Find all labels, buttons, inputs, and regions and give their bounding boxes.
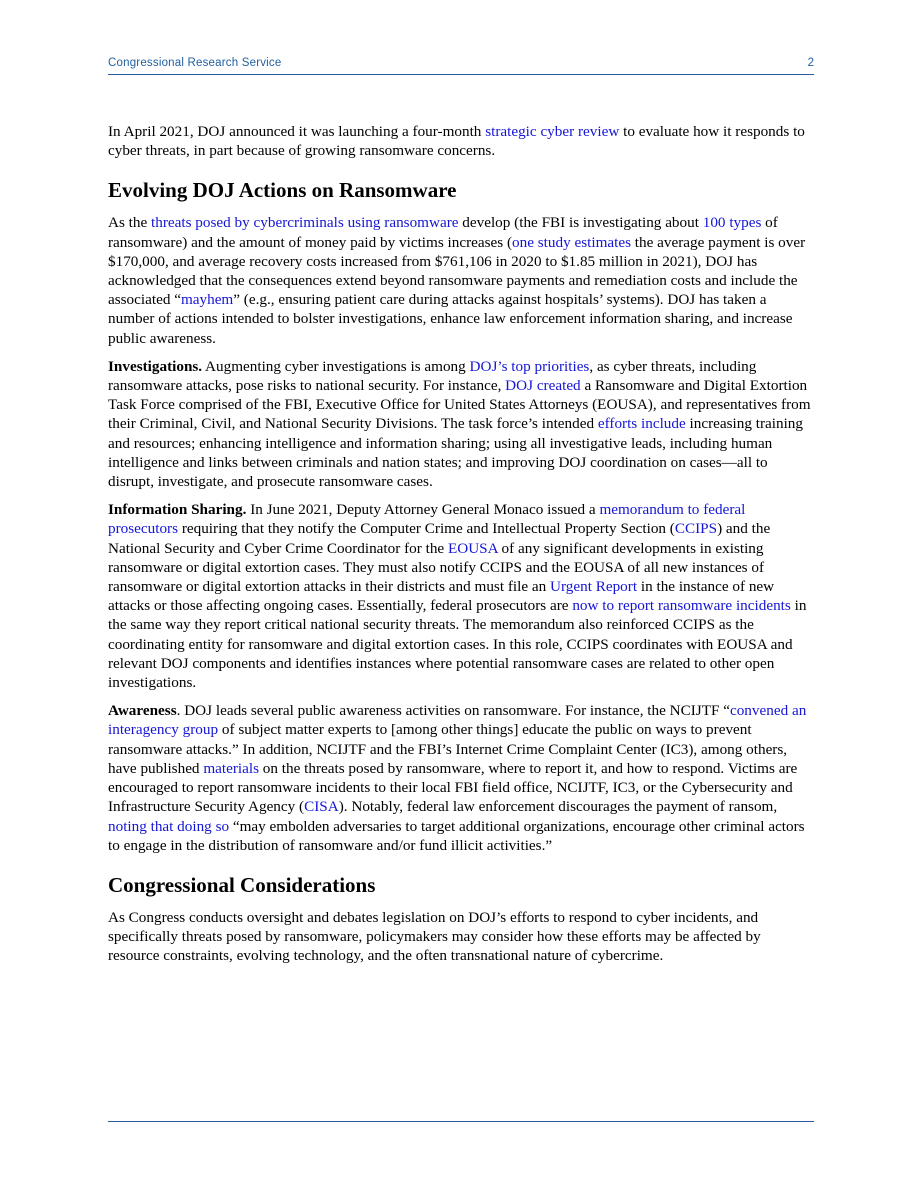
link-threats-ransomware[interactable]: threats posed by cybercriminals using ransomware <box>151 214 459 232</box>
text-run: ) and the National Security and Cyber Crime Coordinator for the <box>108 520 771 557</box>
text-run: a Ransomware and Digital Extortion Task Force comprised of the FBI, Executive Office for United States Attorneys (EOUSA), and representatives from their Criminal, Civil, and National Security Divisions. The task force’s intended <box>108 377 811 433</box>
text-run: develop (the FBI is investigating about <box>458 214 703 232</box>
lead-investigations: Investigations. <box>108 357 203 375</box>
text-run: ). Notably, federal law enforcement discourages the payment of ransom, <box>338 798 778 816</box>
text-run: As the <box>108 214 152 232</box>
text-run: in the same way they report critical national security threats. The memorandum also reinforced CCIPS as the coordinating entity for ransomware and digital extortion cases. In this role, CCIPS coordinates with EOUSA and relevant DOJ components and identifies instances where potential ransomware cases are related to other open investigations. <box>108 597 807 692</box>
link-100-types[interactable]: 100 types <box>702 214 762 232</box>
text-run: on the threats posed by ransomware, where to report it, and how to respond. Victims are encouraged to report ransomware incidents to their local FBI field office, NCIJTF, IC3, or the Cybersecurity and Infrastructure Security Agency ( <box>108 759 798 816</box>
link-eousa[interactable]: EOUSA <box>447 539 498 557</box>
link-strategic-cyber-review[interactable]: strategic cyber review <box>485 123 620 140</box>
paragraph-congressional-considerations: As Congress conducts oversight and debates legislation on DOJ’s efforts to respond to cyber incidents, and specifically threats posed by ransomware, policymakers may consider how these efforts may be affected by resource constraints, evolving technology, and the often transnational nature of cybercrime. <box>108 908 761 965</box>
link-doj-top-priorities[interactable]: DOJ’s top priorities <box>469 357 590 375</box>
text-run: to evaluate how it responds to cyber threats, in part because of growing ransomware concerns. <box>108 123 805 160</box>
page-header <box>108 57 814 75</box>
document-body <box>108 122 814 975</box>
text-run: increasing training and resources; enhancing intelligence and information sharing; using all investigative leads, including human intelligence and links between criminals and nation states; and improving DOJ coordination on cases—all to disrupt, investigate, and prosecute ransomware cases. <box>108 415 803 491</box>
intro-paragraph <box>108 122 814 160</box>
header-title: Congressional Research Service <box>108 57 282 69</box>
link-urgent-report[interactable]: Urgent Report <box>550 578 638 596</box>
link-mayhem[interactable]: mayhem <box>180 291 234 309</box>
text-run: in the instance of new attacks or those affecting ongoing cases. Essentially, federal prosecutors are <box>108 578 775 615</box>
link-doj-created[interactable]: DOJ created <box>505 377 581 395</box>
text-run: In April 2021, DOJ announced it was launching a four-month <box>108 123 486 140</box>
text-run: Augmenting cyber investigations is among <box>202 357 470 375</box>
text-run: of any significant developments in existing ransomware or digital extortion cases. They must also notify CCIPS and the EOUSA of all new instances of ransomware or digital extortion attacks in their districts and must file an <box>108 539 765 596</box>
text-run: ” (e.g., ensuring patient care during attacks against hospitals’ systems). DOJ has taken a number of actions intended to bolster investigations, enhance law enforcement information sharing, and increase public awareness. <box>108 291 793 347</box>
text-run: the average payment is over $170,000, and average recovery costs increased from $761,106 in 2020 to $1.85 million in 2021), DOJ has acknowledged that the consequences extend beyond ransomware payments and remediation costs and include the associated “ <box>108 233 806 309</box>
link-interagency-group[interactable]: convened an interagency group <box>108 702 807 739</box>
link-cisa[interactable]: CISA <box>304 798 339 816</box>
paragraph-overview <box>108 213 814 347</box>
text-run: In June 2021, Deputy Attorney General Monaco issued a <box>246 501 600 519</box>
paragraph-awareness <box>108 701 814 855</box>
paragraph-investigations <box>108 357 814 491</box>
footer-divider <box>108 1121 814 1122</box>
paragraph-information-sharing <box>108 500 814 692</box>
link-report-ransomware-incidents[interactable]: now to report ransomware incidents <box>572 597 791 615</box>
link-efforts-include[interactable]: efforts include <box>597 415 686 433</box>
link-ccips[interactable]: CCIPS <box>674 520 718 538</box>
page-number: 2 <box>807 57 814 69</box>
lead-information-sharing: Information Sharing. <box>108 501 247 519</box>
section-heading-congressional-considerations: Congressional Considerations <box>108 872 376 897</box>
link-one-study-estimates[interactable]: one study estimates <box>512 233 631 251</box>
text-run: “may embolden adversaries to target additional organizations, encourage other criminal actors to engage in the distribution of ransomware and/or fund illicit activities.” <box>108 817 805 854</box>
text-run: , as cyber threats, including ransomware attacks, pose risks to national security. For instance, <box>108 357 757 395</box>
link-materials[interactable]: materials <box>203 759 259 777</box>
text-run: . DOJ leads several public awareness activities on ransomware. For instance, the NCIJTF “ <box>176 702 730 720</box>
text-run: of subject matter experts to [among other things] educate the public on ways to prevent ransomware attacks.” In addition, NCIJTF and the FBI’s Internet Crime Complaint Center (IC3), among others, have published <box>108 721 788 777</box>
text-run: requiring that they notify the Computer Crime and Intellectual Property Section ( <box>178 520 675 538</box>
link-memorandum[interactable]: memorandum to federal prosecutors <box>108 501 746 538</box>
text-run: of ransomware) and the amount of money paid by victims increases ( <box>108 214 778 251</box>
lead-awareness: Awareness <box>108 702 177 720</box>
section-heading-evolving-doj-actions: Evolving DOJ Actions on Ransomware <box>108 178 457 203</box>
link-noting-that-doing-so[interactable]: noting that doing so <box>108 817 230 835</box>
